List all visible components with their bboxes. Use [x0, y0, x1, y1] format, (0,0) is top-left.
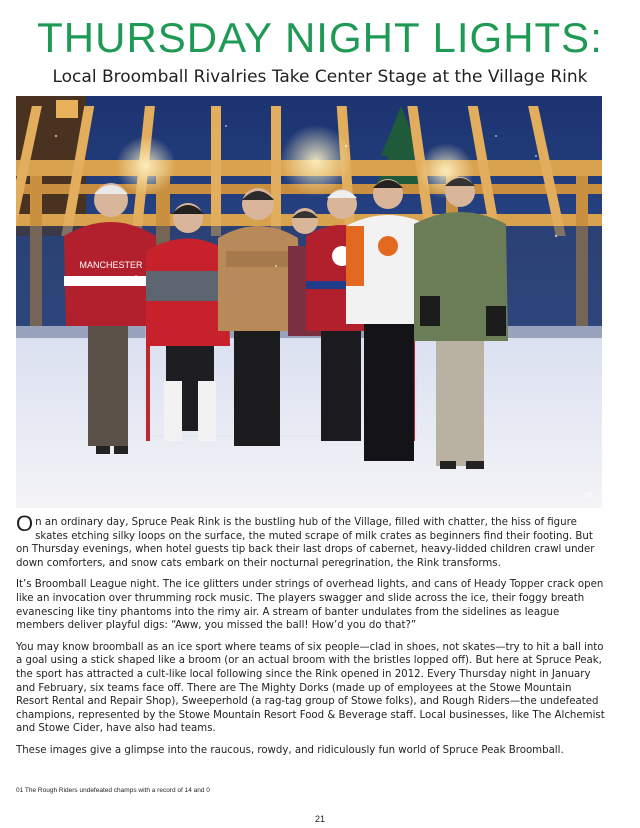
paragraph-1 [16, 511, 606, 570]
paragraph-3: You may know broomball as an ice sport where teams of six people—clad in shoes, not skates—try to hit a ball into a goal using a stick shaped like a broom (or an actual broom with the bristles lopped off). But here at Spruce Peak, the sport has attracted a cult-like local following since the Rink opened in 2012. Every Thursday night in January and February, six teams face off. There are The Mighty Dorks (made up of employees at the Stowe Mountain Resort Rental and Repair Shop), Sweeperhold (a rag-tag group of Stowe folks), and Rough Riders—the undefeated champions, represented by the Stowe Mountain Resort Food & Beverage staff. Local businesses, like The Alchemist and Stowe Cider, have also had teams. [16, 641, 605, 735]
dropcap: O [16, 511, 34, 536]
photo-caption: 01 The Rough Riders undefeated champs with a record of 14 and 0 [16, 787, 210, 794]
team-photo-illustration [16, 96, 602, 508]
paragraph-2: It’s Broomball League night. The ice glitters under strings of overhead lights, and cans of Heady Topper crack open like an invocation over thrumming rock music. The players swagger and slide across the ice, their foggy breath evanescing like tiny phantoms into the rimy air. A stream of banter undulates from the sidelines as league members deliver playful digs: “Aww, you missed the ball! How’d you do that?” [16, 579, 604, 632]
photo-number: 01 [585, 491, 594, 500]
team-photo [16, 96, 602, 508]
page-subtitle: Local Broomball Rivalries Take Center Stage at the Village Rink [52, 67, 588, 87]
jersey-text: MANCHESTER [79, 260, 143, 270]
article-body [16, 511, 606, 766]
page-number: 21 [314, 814, 325, 824]
page-title: THURSDAY NIGHT LIGHTS: [37, 14, 603, 61]
paragraph-1-text: n an ordinary day, Spruce Peak Rink is the bustling hub of the Village, filled with chatter, the hiss of figure skates etching silky loops on the surface, the muted scrape of milk crates as beginners find their footing. But on Thursday evenings, when hotel guests tip back their last drops of cabernet, heavy-lidded children crawl under down comforters, and snow cats embark on their nocturnal peregrination, the Rink transforms. [16, 517, 595, 569]
paragraph-4: These images give a glimpse into the raucous, rowdy, and ridiculously fun world of Spruce Peak Broomball. [16, 744, 564, 756]
